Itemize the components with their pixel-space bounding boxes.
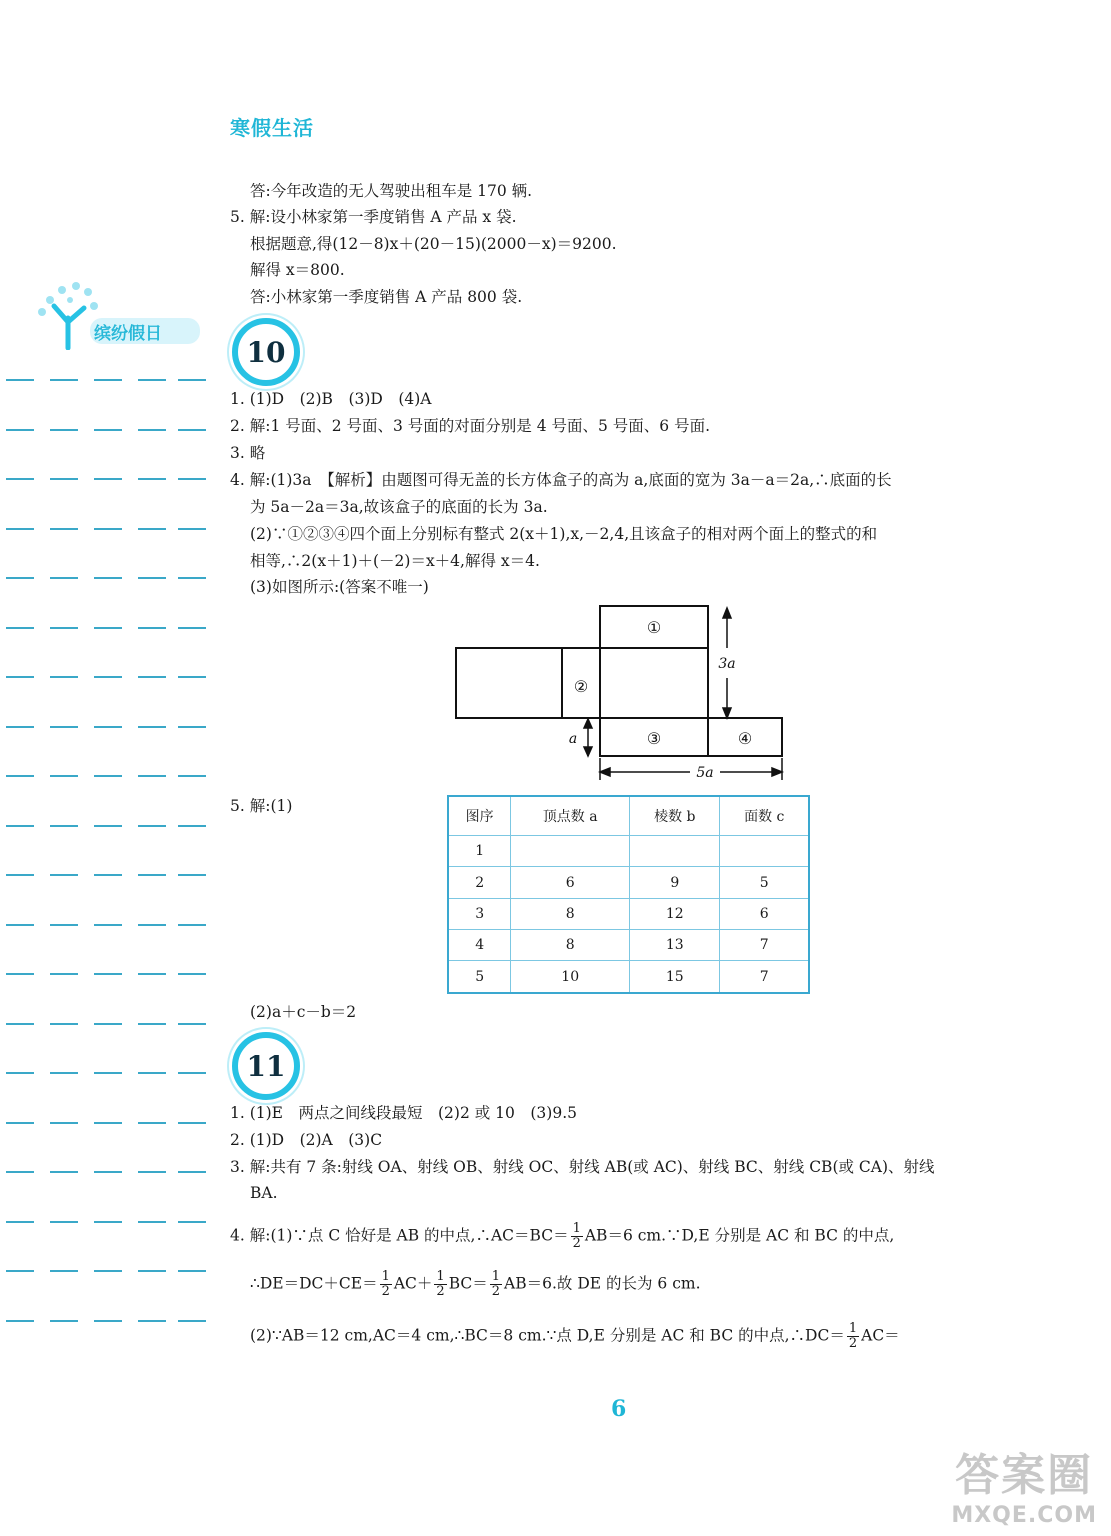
math-line bbox=[250, 1270, 701, 1299]
text-line: 4. 解:(1)3a 【解析】由题图可得无盖的长方体盒子的高为 a,底面的宽为 3a－a＝2a,∴底面的长 bbox=[230, 471, 892, 489]
text-line: 1. (1)E 两点之间线段最短 (2)2 或 10 (3)9.5 bbox=[230, 1104, 577, 1122]
table-header-cell: 棱数 b bbox=[630, 796, 720, 836]
text-line: 答:今年改造的无人驾驶出租车是 170 辆. bbox=[250, 182, 533, 200]
face-label-1: ① bbox=[646, 618, 662, 637]
table-cell: 7 bbox=[720, 961, 809, 993]
table-row bbox=[448, 898, 809, 929]
table-cell: 10 bbox=[511, 961, 630, 993]
table-cell: 6 bbox=[720, 898, 809, 929]
text-line: 2. (1)D (2)A (3)C bbox=[230, 1131, 383, 1149]
table-row bbox=[448, 929, 809, 960]
text-line: 3. 略 bbox=[230, 444, 266, 462]
text-segment: ∴DE＝DC＋CE＝ bbox=[250, 1274, 378, 1293]
text-segment: BC＝ bbox=[448, 1274, 488, 1293]
table-header-cell: 顶点数 a bbox=[511, 796, 630, 836]
table-cell: 7 bbox=[720, 929, 809, 960]
table-header-cell: 图序 bbox=[448, 796, 511, 836]
math-line bbox=[230, 1222, 894, 1251]
face-label-4: ④ bbox=[737, 729, 753, 748]
box-net-diagram bbox=[440, 598, 800, 788]
fraction-half: $\frac{1}{2}$ bbox=[848, 1321, 858, 1351]
watermark-url: MXQE.COM bbox=[951, 1503, 1097, 1528]
table-cell: 12 bbox=[630, 898, 720, 929]
text-line: 1. (1)D (2)B (3)D (4)A bbox=[230, 390, 432, 408]
page-number: 6 bbox=[611, 1396, 627, 1422]
fraction-half: $\frac{1}{2}$ bbox=[381, 1269, 390, 1299]
table-header-row bbox=[448, 796, 809, 836]
text-line: 3. 解:共有 7 条:射线 OA、射线 OB、射线 OC、射线 AB(或 AC)、射线 BC、射线 CB(或 CA)、射线 bbox=[230, 1158, 935, 1176]
sidebar-label: 缤纷假日 bbox=[94, 324, 162, 344]
table-cell: 5 bbox=[448, 961, 511, 993]
text-segment: AC＝ bbox=[861, 1326, 900, 1345]
text-line: (2)a＋c－b＝2 bbox=[250, 1003, 357, 1021]
math-line bbox=[250, 1322, 900, 1351]
dimension-label-a: a bbox=[568, 731, 578, 747]
face-label-3: ③ bbox=[646, 729, 662, 748]
table-cell: 6 bbox=[511, 867, 630, 898]
text-segment: AB＝6 cm.∵D,E 分别是 AC 和 BC 的中点, bbox=[584, 1226, 895, 1245]
text-line: 根据题意,得(12－8)x＋(20－15)(2000－x)＝9200. bbox=[250, 235, 617, 253]
text-segment: 4. 解:(1)∵点 C 恰好是 AB 的中点,∴AC＝BC＝ bbox=[230, 1226, 569, 1245]
text-line: (2)∵①②③④四个面上分别标有整式 2(x＋1),x,－2,4,且该盒子的相对两个面上的整式的和 bbox=[250, 525, 878, 543]
text-segment: (2)∵AB＝12 cm,AC＝4 cm,∴BC＝8 cm.∵点 D,E 分别是 AC 和 BC 的中点,∴DC＝ bbox=[250, 1326, 845, 1345]
table-cell: 3 bbox=[448, 898, 511, 929]
table-cell bbox=[630, 836, 720, 867]
table-cell: 13 bbox=[630, 929, 720, 960]
header-title: 寒假生活 bbox=[230, 116, 314, 140]
section-badge-11: 11 bbox=[232, 1032, 300, 1100]
section-badge-10: 10 bbox=[232, 318, 300, 386]
table-cell: 5 bbox=[720, 867, 809, 898]
text-line: 2. 解:1 号面、2 号面、3 号面的对面分别是 4 号面、5 号面、6 号面. bbox=[230, 417, 711, 435]
table-cell: 8 bbox=[511, 929, 630, 960]
fraction-half: $\frac{1}{2}$ bbox=[436, 1269, 445, 1299]
table-cell: 15 bbox=[630, 961, 720, 993]
text-segment: AB＝6.故 DE 的长为 6 cm. bbox=[504, 1274, 701, 1293]
face-label-2: ② bbox=[573, 677, 589, 696]
text-line: 相等,∴2(x＋1)＋(－2)＝x＋4,解得 x＝4. bbox=[250, 552, 540, 570]
fraction-half: $\frac{1}{2}$ bbox=[491, 1269, 501, 1299]
text-segment: AC＋ bbox=[393, 1274, 433, 1293]
table-cell: 1 bbox=[448, 836, 511, 867]
text-line: BA. bbox=[250, 1184, 278, 1202]
table-row bbox=[448, 867, 809, 898]
table-header-cell: 面数 c bbox=[720, 796, 809, 836]
text-line: 5. 解:设小林家第一季度销售 A 产品 x 袋. bbox=[230, 208, 517, 226]
table-row bbox=[448, 836, 809, 867]
table-cell bbox=[511, 836, 630, 867]
text-line: 解得 x＝800. bbox=[250, 261, 345, 279]
table-cell: 2 bbox=[448, 867, 511, 898]
text-line: 答:小林家第一季度销售 A 产品 800 袋. bbox=[250, 288, 523, 306]
data-table bbox=[447, 795, 810, 994]
watermark-text: 答案圈 bbox=[955, 1450, 1094, 1501]
table-row bbox=[448, 961, 809, 993]
fraction-half: $\frac{1}{2}$ bbox=[572, 1221, 581, 1251]
table-cell: 4 bbox=[448, 929, 511, 960]
dimension-label-5a: 5a bbox=[696, 765, 714, 781]
sidebar-logo bbox=[28, 278, 208, 350]
text-line: 为 5a－2a＝3a,故该盒子的底面的长为 3a. bbox=[250, 498, 548, 516]
dimension-label-3a: 3a bbox=[718, 656, 736, 672]
table-cell bbox=[720, 836, 809, 867]
table-cell: 8 bbox=[511, 898, 630, 929]
table-cell: 9 bbox=[630, 867, 720, 898]
text-line: 5. 解:(1) bbox=[230, 797, 293, 815]
watermark-logo bbox=[951, 1439, 1097, 1528]
text-line: (3)如图所示:(答案不唯一) bbox=[250, 578, 429, 596]
